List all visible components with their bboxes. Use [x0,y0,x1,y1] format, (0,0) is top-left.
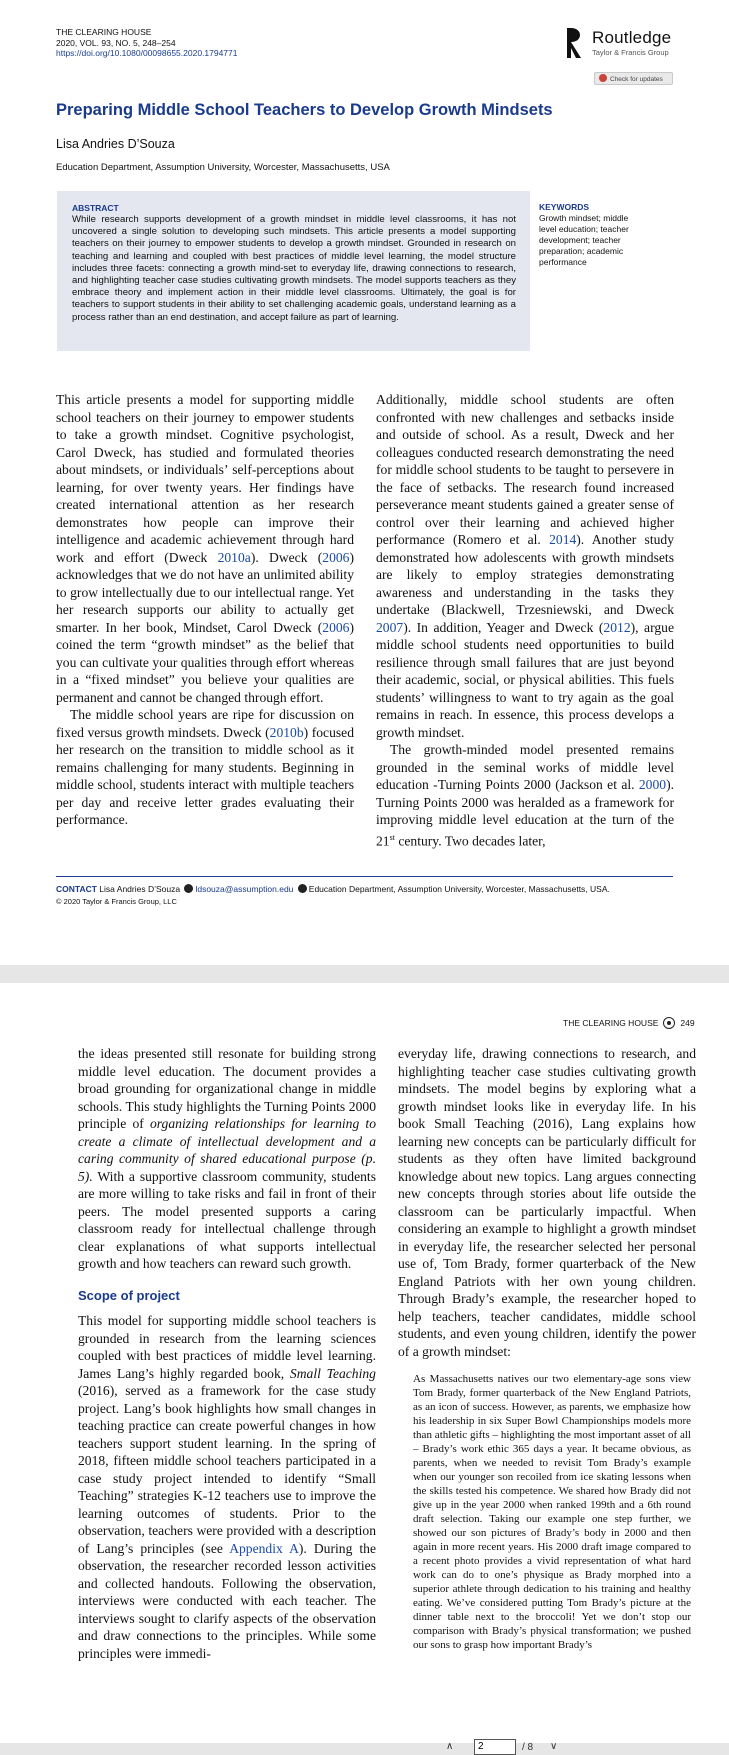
citation-link[interactable]: 2012 [603,619,631,635]
citation-link[interactable]: 2006 [322,619,350,635]
journal-name: THE CLEARING HOUSE [56,27,152,37]
doi-link[interactable]: https://doi.org/10.1080/00098655.2020.1794771 [56,48,238,58]
paragraph: This article presents a model for supporting middle school teachers on their journey to empower students to take a growth mindset. Cognitive psychologist, Carol Dweck, has studied and formulated theories about mindsets, or individuals’ self-perceptions about learning, for over twenty years. Her findings have created international attention as her research demonstrates how people can improve their intelligence and academic achievement through hard work and effort (Dweck 2010a). Dweck (2006) acknowledges that we do not have an unlimited ability to grow intellectually due to our intellectual range. Yet her research supports our ability to actually get smarter. In her book, Mindset, Carol Dweck (2006) coined the term “growth mindset” as the belief that you can cultivate your qualities through effort whereas in a “fixed mindset” you believe your qualities are permanent and cannot be changed through effort. [56,392,354,705]
article-author: Lisa Andries D’Souza [56,137,175,151]
copyright: © 2020 Taylor & Francis Group, LLC [56,897,177,906]
check-updates-icon [599,74,607,82]
citation-link[interactable]: 2014 [549,532,577,547]
running-head-title: THE CLEARING HOUSE [563,1018,659,1028]
contact-label: CONTACT [56,884,97,894]
body-column-right [376,391,674,850]
check-for-updates-button[interactable] [594,72,673,85]
page-number: 249 [680,1018,695,1028]
routledge-logo-icon [565,26,585,60]
body-column-left [78,1045,376,1662]
citation-link[interactable]: 2007 [376,619,404,635]
appendix-link[interactable]: Appendix A [229,1540,299,1556]
publisher-logo [565,26,675,64]
abstract-heading: ABSTRACT [72,203,119,213]
contact-line [56,884,610,894]
pdf-page-2 [0,983,729,1743]
paragraph: the ideas presented still resonate for building strong middle level education. The document provides a broad grounding for organizational change in middle schools. This study highlights the Turning Points 2000 principle of organizing relationships for learning to create a climate of intellectual development and a caring community of shared educational purpose (p. 5). With a supportive classroom community, students are more willing to take risks and fail in front of their peers. The model presented supports a caring classroom ready for intellectual challenge through clear explanations of what supports intellectual growth and how teachers can reward such growth. [78,1046,377,1271]
logo-mark-text: ROUTLEDGE [564,42,568,59]
page-total: / 8 [522,1742,534,1753]
abstract-text: While research supports development of a growth mindset in middle level classrooms, it has not uncovered a single solution to developing such mindsets. This article presents a model supporting teachers on their journey to empower students to develop a growth mindset. Grounded in research on teaching and learning and coupled with best practices of middle level learning, the model structure includes three facets: connecting a growth mind-set to everyday life, drawing connections to research, and highlighting teacher case studies cultivating growth mindsets. The model supports teachers as they embrace theory and implement action in their middle level classrooms. Ultimately, the goal is for teachers to support students in their ability to set challenging academic goals, understand learning as a process rather than an end destination, and accept failure as part of learning. [72,214,516,323]
chevron-up-icon[interactable]: ∧ [446,1741,454,1752]
check-updates-label: Check for updates [610,76,663,83]
email-icon [184,884,193,893]
publisher-name: Routledge [592,28,672,47]
citation-link[interactable]: 2010b [269,724,304,740]
paragraph: This model for supporting middle school teachers is grounded in research from the learning sciences coupled with best practices of middle level learning. James Lang’s highly regarded book, Small Teaching (2016), served as a framework for the case study project. Lang’s book highlights how small changes in teaching practice can create powerful changes in how teachers support student learning. In the spring of 2018, fifteen middle school teachers participated in a case study project intended to identify “Small Teaching” strategies K-12 teachers use to improve the learning outcomes of students. Prior to the observation, teachers were provided with a description of Lang’s principles (see Appendix A). During the observation, the researcher recorded lesson activities and collected handouts. Following the observation, interviews were conducted with each teacher. The interviews sought to clarify aspects of the observation and draw connections to the principles. While some principles were immedi- [78,1313,377,1661]
article-title: Preparing Middle School Teachers to Develop Growth Mindsets [56,101,553,119]
contact-name: Lisa Andries D’Souza [99,884,181,894]
citation-link[interactable]: 2010a [217,549,251,565]
address-icon [298,884,307,893]
chevron-down-icon[interactable]: ∨ [550,1741,558,1752]
keywords-heading: KEYWORDS [539,202,590,212]
journal-meta [56,27,238,59]
citation-link[interactable]: 2000 [638,777,667,792]
contact-affiliation: Education Department, Assumption University, Worcester, Massachusetts, USA. [308,884,610,894]
footer-rule [56,876,673,877]
keywords-text: Growth mindset; middle level education; teacher development; teacher preparation; academic performance [539,213,629,267]
section-heading: Scope of project [78,1287,180,1303]
page-navigation [0,1743,729,1755]
running-head [563,1017,695,1029]
publisher-sub: Taylor & Francis Group [592,48,669,57]
journal-circle-icon [663,1017,675,1029]
citation-link[interactable]: 2006 [322,549,350,565]
paragraph: The middle school years are ripe for discussion on fixed versus growth mindsets. Dweck (2010b) focused her research on the transition to middle school as it remains challenging for many students. Beginning in middle school, students interact with multiple teachers per day and receive letter grades evaluating their performance. [56,707,354,827]
article-affiliation: Education Department, Assumption University, Worcester, Massachusetts, USA [56,162,390,173]
paragraph: everyday life, drawing connections to research, and highlighting teacher case studies cultivating growth mindsets. The model begins by exploring what a growth mindset looks like in everyday life. In his book Small Teaching (2016), Lang explains how learning new concepts can be particularly difficult for students as they often have limited background knowledge about new topics. Lang argues connecting new concepts through stories about life outside the classroom can be particularly impactful. When considering an example to highlight a growth mindset in everyday life, the researcher selected her personal use of, Tom Brady, former quarterback of the New England Patriots with her own young children. Through Brady’s example, the researcher hoped to help teachers, teacher candidates, middle school students, and even young children, identify the power of a growth mindset: [398,1046,696,1359]
block-quote: As Massachusetts natives our two elementary-age sons view Tom Brady, former quarterback of the New England Patriots, as an icon of success. However, as parents, we emphasize how his leadership in six Super Bowl Championships models more than athletic gifts – highlighting the most important asset of all – Brady’s work ethic 365 days a year. It became obvious, as parents, when we needed to revisit Tom Brady’s example when our younger son recoiled from ice skating lessons when the skills tested his competence. We shared how Brady did not give up in the year 2000 when ranked 199th and a 6th round draft selection. Taking our example one step further, we showed our son pictures of Brady’s body in 2000 and then again in more recent years. His 2000 draft image compared to a recent photo provides a vivid representation of what hard work can do to one’s physique as Brady morphed into a superior athlete through dedication to his training and healthy eating. We’ve considered putting Tom Brady’s picture at the dinner table next to the broccoli! Yet we don’t stop our comparison with Brady’s physical transformation; we pushed our sons to grasp how important Brady’s [413,1373,691,1651]
contact-email[interactable]: ldsouza@assumption.edu [195,884,294,894]
page-number-input[interactable] [474,1739,516,1755]
body-column-right [398,1045,696,1652]
paragraph: The growth-minded model presented remains grounded in the seminal works of middle level education -Turning Points 2000 (Jackson et al. 2000). Turning Points 2000 was heralded as a framework for improving middle level education at the turn of the 21st century. Two decades later, [376,742,674,849]
journal-volume: 2020, VOL. 93, NO. 5, 248–254 [56,37,176,48]
paragraph: Additionally, middle school students are often confronted with new challenges and setbacks inside and outside of school. As a result, Dweck and her colleagues conducted research demonstrating the need for middle school students to be taught to persevere in the face of setbacks. The research found increased perseverance meant students gained a greater sense of control over their learning and achieved higher performance (Romero et al. 2014). Another study demonstrated how adolescents with growth mindsets are likely to employ strategies demonstrating awareness and understanding in the tasks they undertake (Blackwell, Trzesniewski, and Dweck 2007). In addition, Yeager and Dweck (2012), argue middle school students need opportunities to build resilience through small failures that are just beyond their academic, social, or physical abilities. This fuels students’ willingness to want to try again as the goal remains in reach. In essence, this process develops a growth mindset. [376,392,674,740]
body-column-left [56,391,354,829]
